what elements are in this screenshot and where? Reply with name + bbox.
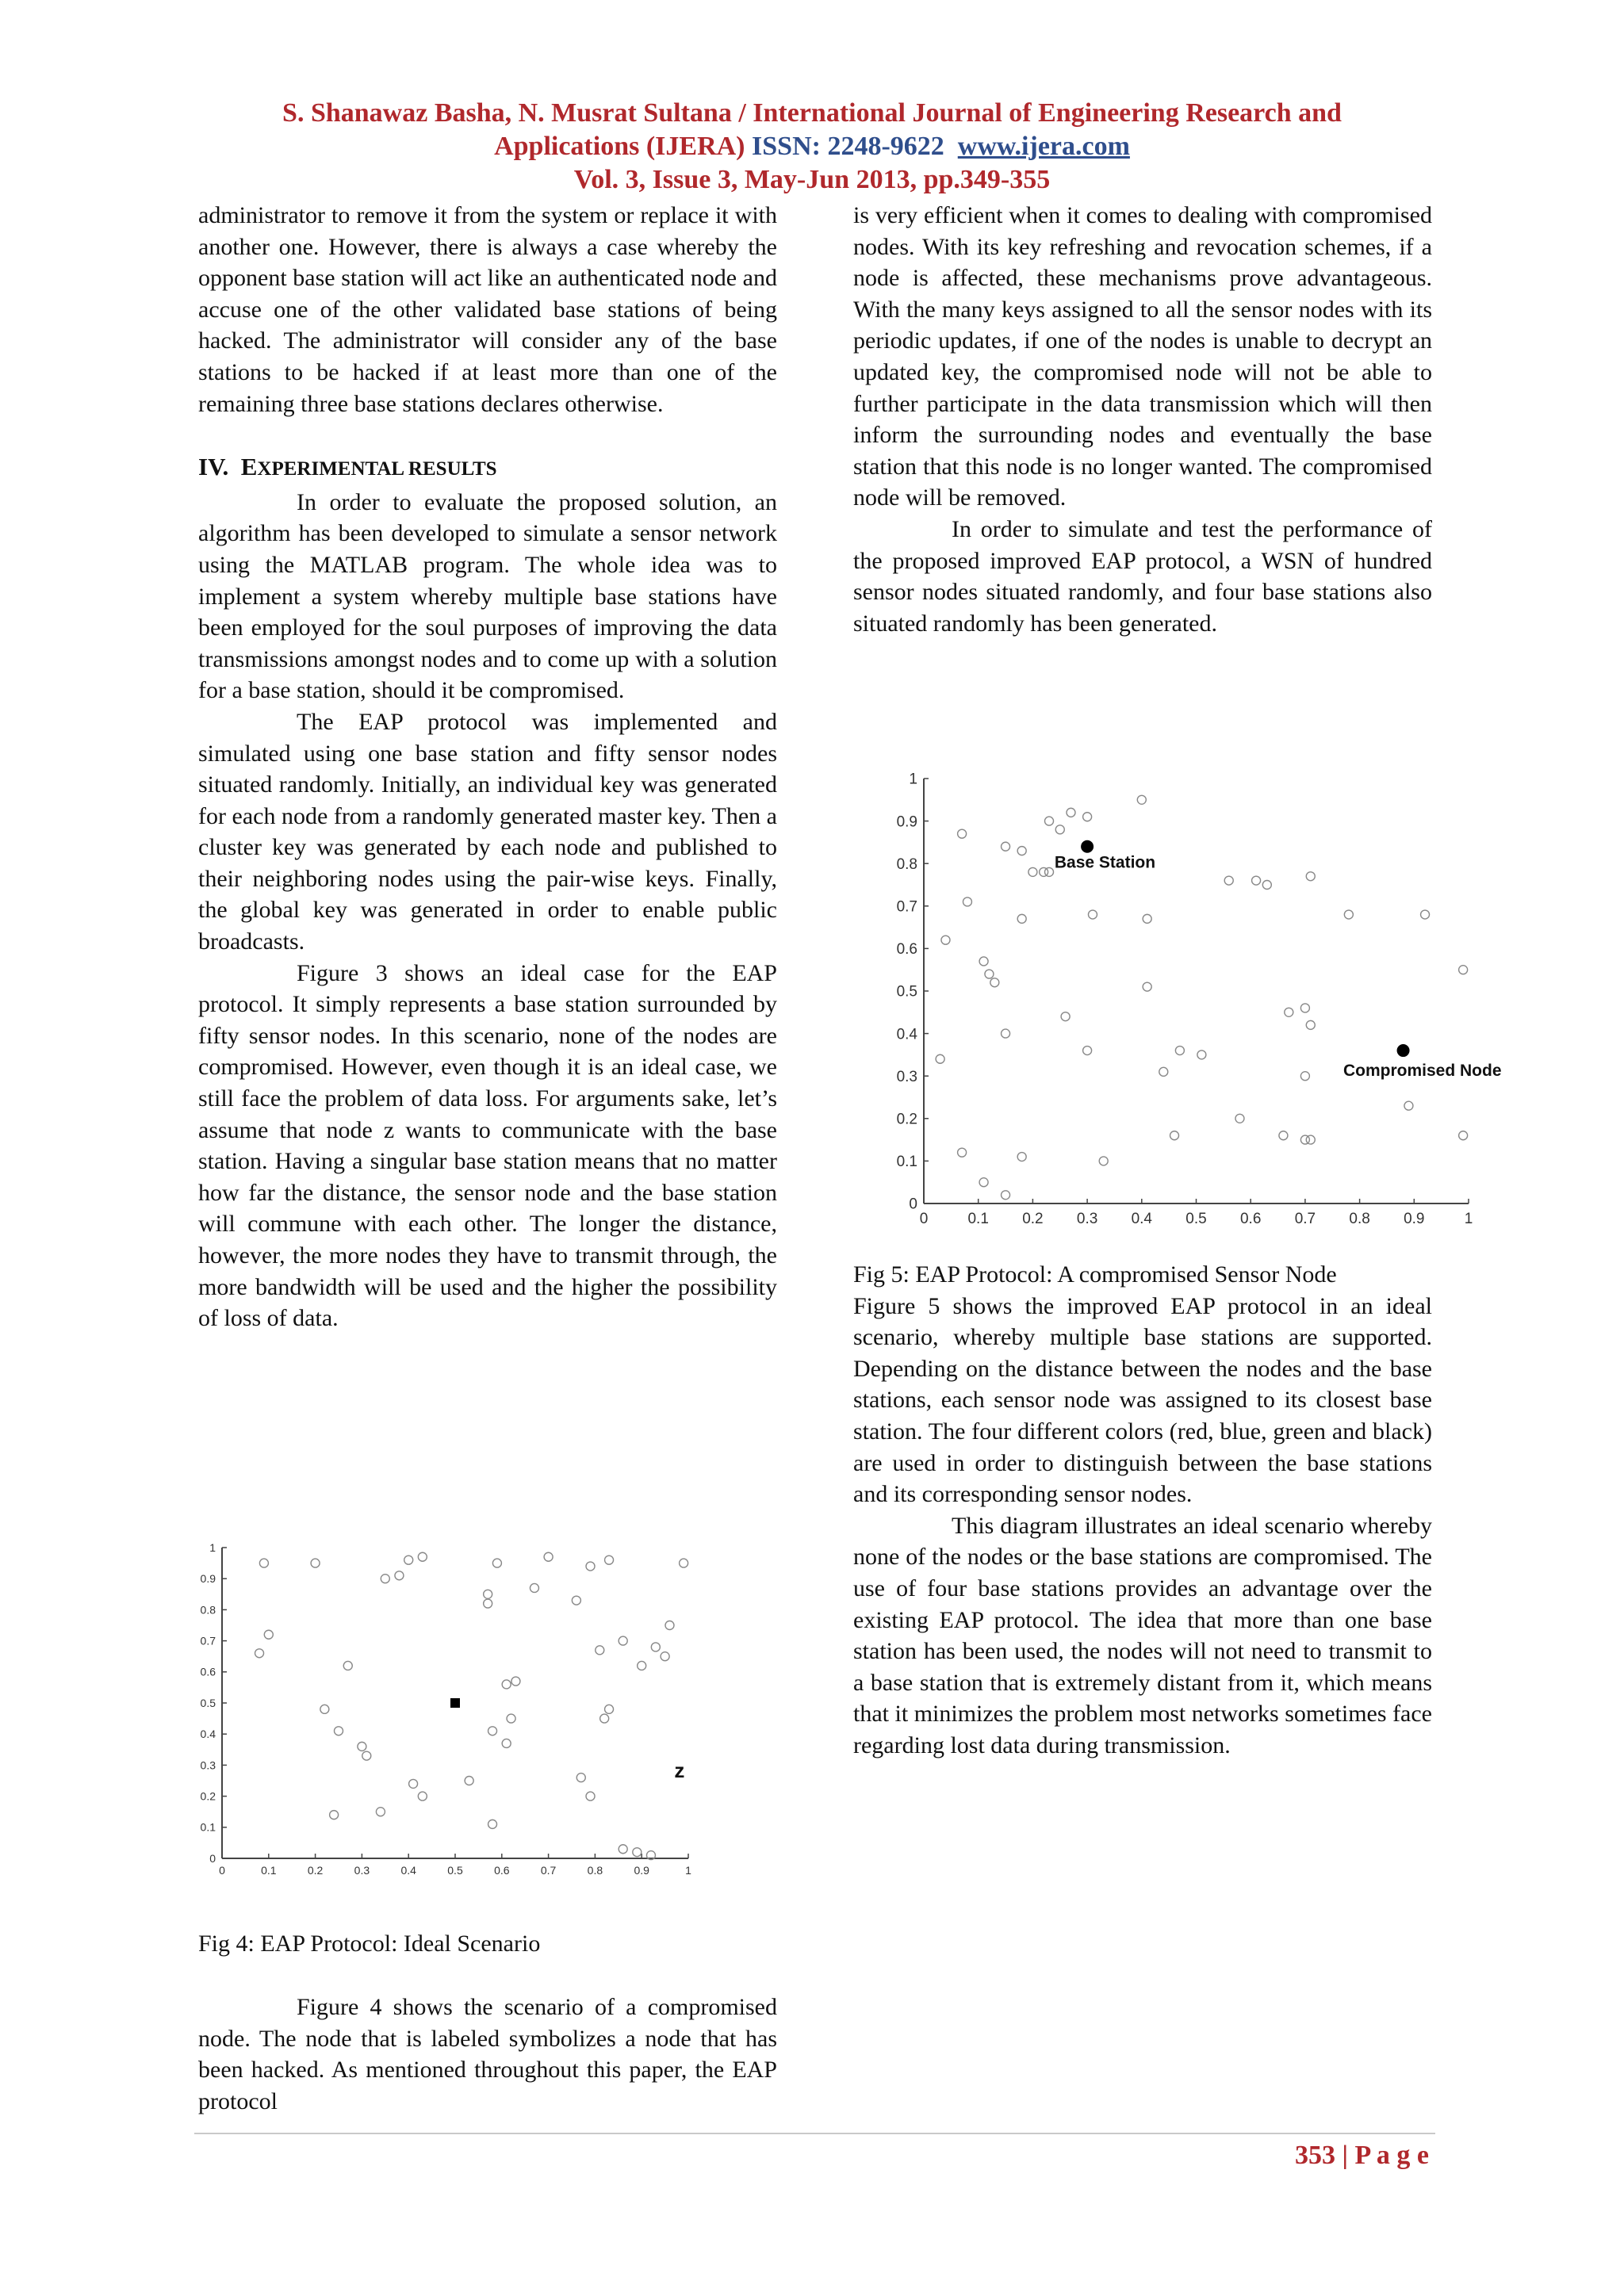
sensor-node-point (1404, 1101, 1413, 1110)
sensor-node-point (1002, 1191, 1010, 1200)
sensor-node-point (1175, 1047, 1184, 1055)
y-tick-label: 0.2 (200, 1789, 216, 1803)
sensor-node-point (358, 1742, 366, 1751)
sensor-node-point (1252, 876, 1261, 885)
sensor-node-point (1306, 1135, 1315, 1144)
y-tick-label: 0.7 (200, 1634, 216, 1647)
sensor-node-point (488, 1820, 497, 1828)
sensor-node-point (586, 1792, 595, 1800)
figure-5-scatter-plot (888, 769, 1522, 1237)
figure-5-caption: Fig 5: EAP Protocol: A compromised Sensor Node (853, 1261, 1337, 1288)
annotation-base-station: Base Station (1054, 853, 1156, 872)
y-tick-label: 0 (209, 1851, 216, 1865)
sensor-node-point (936, 1054, 944, 1063)
y-tick-label: 0.6 (200, 1665, 216, 1678)
sensor-node-point (619, 1845, 627, 1854)
y-tick-label: 0.4 (896, 1026, 917, 1043)
left-paragraph-1: administrator to remove it from the system or replace it with another one. However, there is always a case whereby the opponent base station will act like an authenticated node and accuse one of the other validated base stations of being hacked. The administrator will consider any of the base stations to be hacked if at least more than one of the remaining three base stations declares otherwise. (198, 202, 777, 417)
left-paragraph-4: Figure 3 shows an ideal case for the EAP protocol. It simply represents a base station surrounded by fifty sensor nodes. In this scenario, none of the nodes are compromised. However, even though it is an ideal case, we still face the problem of data loss. For arguments sake, let’s assume that node z wants to communicate with the base station. Having a singular base station means that no matter how far the distance, the sensor node and the base station will commune with each other. The longer the distance, however, the more nodes they have to transmit through, the more bandwidth will be used and the higher the possibility of loss of data. (198, 959, 777, 1332)
sensor-node-point (638, 1661, 646, 1670)
header-issn: ISSN: 2248-9622 (752, 132, 944, 161)
x-tick-label: 0.8 (1349, 1211, 1370, 1227)
sensor-node-point (1159, 1067, 1168, 1076)
sensor-node-point (1045, 867, 1054, 876)
x-tick-label: 0.7 (1294, 1211, 1316, 1227)
figure-4-caption: Fig 4: EAP Protocol: Ideal Scenario (198, 1931, 541, 1957)
header-journal-line (119, 130, 1505, 163)
x-tick-label: 0 (219, 1864, 225, 1877)
sensor-node-point (1055, 825, 1064, 834)
x-tick-label: 0.2 (307, 1864, 324, 1877)
right-paragraph-1: is very efficient when it comes to dealing with compromised nodes. With its key refreshing and revocation schemes, if a node is affected, these mechanisms prove advantageous. With the many keys assigned to all the sensor nodes with its periodic updates, if one of the nodes is unable to decrypt an updated key, the compromised node will not be able to further participate in the data transmission which will then inform the surrounding nodes and eventually the base station that this node is no longer wanted. The compromised node will be removed. (853, 202, 1432, 511)
sensor-node-point (507, 1714, 515, 1723)
compromised-node-point (1397, 1044, 1410, 1057)
y-tick-label: 0.8 (200, 1603, 216, 1617)
right-paragraph-2: In order to simulate and test the performance of the proposed improved EAP protocol, a WSN of hundred sensor nodes situated randomly, and four base stations also situated randomly has been generated. (853, 515, 1432, 637)
y-tick-label: 0.3 (896, 1068, 917, 1085)
y-tick-label: 0.5 (896, 983, 917, 1001)
x-tick-label: 0.6 (494, 1864, 510, 1877)
x-tick-label: 0 (919, 1211, 929, 1227)
sensor-node-point (1088, 910, 1097, 919)
sensor-node-point (958, 1148, 967, 1157)
sensor-node-point (985, 970, 994, 978)
section-number: IV. (198, 453, 229, 481)
sensor-node-point (1421, 910, 1430, 919)
sensor-node-point (1017, 847, 1026, 855)
left-paragraph-5: Figure 4 shows the scenario of a compromised node. The node that is labeled symbolizes a node that has been hacked. As mentioned throughout this paper, the EAP protocol (198, 1994, 777, 2114)
sensor-node-point (511, 1677, 520, 1686)
y-tick-label: 0.1 (896, 1154, 917, 1171)
sensor-node-point (409, 1779, 418, 1788)
right-paragraph-3: Figure 5 shows the improved EAP protocol in an ideal scenario, whereby multiple base stations are supported. Depending on the distance between the nodes and the base stations, each sensor node was assigned to its closest base station. The four different colors (red, blue, green and black) are used in order to distinguish between the base stations and its corresponding sensor nodes. (853, 1292, 1432, 1508)
sensor-node-point (502, 1739, 511, 1747)
sensor-node-point (1143, 914, 1151, 923)
annotation-z: z (674, 1758, 685, 1783)
sensor-node-point (596, 1646, 604, 1655)
x-tick-label: 1 (1464, 1211, 1473, 1227)
left-paragraph-3: The EAP protocol was implemented and simulated using one base station and fifty sensor nodes situated randomly. Initially, an individual key was generated for each node from a randomly generated master key. Then a cluster key was generated by each node and published to their neighboring nodes using the pair-wise keys. Finally, the global key was generated in order to enable public broadcasts. (198, 708, 777, 955)
header-volume-line: Vol. 3, Issue 3, May-Jun 2013, pp.349-355 (573, 165, 1051, 194)
y-tick-label: 0.4 (200, 1728, 216, 1741)
section-heading-experimental-results (198, 451, 777, 485)
sensor-node-point (990, 978, 999, 987)
right-paragraph-4: This diagram illustrates an ideal scenario whereby none of the nodes or the base stations are compromised. The use of four base stations provides an advantage over the existing EAP protocol. The idea that more than one base station has been used, the nodes will not need to transmit to a base station that is extremely distant from it, which means that it minimizes the problem most networks sometimes face regarding lost data during transmission. (853, 1512, 1432, 1758)
header-journal: Applications (IJERA) (494, 132, 745, 161)
sensor-node-point (259, 1559, 268, 1567)
sensor-node-point (1285, 1008, 1293, 1016)
sensor-node-point (576, 1774, 585, 1782)
y-tick-label: 0.8 (896, 855, 917, 873)
y-tick-label: 0.2 (896, 1111, 917, 1128)
x-tick-label: 0.1 (967, 1211, 989, 1227)
x-tick-label: 0.5 (1185, 1211, 1207, 1227)
sensor-node-point (381, 1575, 389, 1583)
sensor-node-point (1306, 872, 1315, 881)
x-tick-label: 0.5 (447, 1864, 463, 1877)
x-tick-label: 0.3 (1076, 1211, 1098, 1227)
y-tick-label: 0.7 (896, 898, 917, 916)
sensor-node-point (979, 957, 988, 966)
sensor-node-point (1083, 813, 1092, 821)
y-tick-label: 0.3 (200, 1758, 216, 1772)
sensor-node-point (255, 1649, 264, 1658)
left-paragraph-2: In order to evaluate the proposed solution, an algorithm has been developed to simulate a sensor network using the MATLAB program. The whole idea was to implement a system whereby multiple base stations have been employed for the soul purposes of improving the data transmissions amongst nodes and to come up with a solution for a base station, should it be compromised. (198, 488, 777, 704)
sensor-node-point (404, 1556, 413, 1564)
sensor-node-point (680, 1559, 688, 1567)
sensor-node-point (418, 1552, 427, 1561)
x-tick-label: 0.8 (587, 1864, 603, 1877)
sensor-node-point (418, 1792, 427, 1800)
sensor-node-point (465, 1777, 473, 1785)
x-tick-label: 0.1 (261, 1864, 277, 1877)
sensor-node-point (1235, 1114, 1244, 1123)
sensor-node-point (1300, 1004, 1309, 1012)
sensor-node-point (963, 897, 971, 906)
sensor-node-point (1045, 817, 1054, 825)
sensor-node-point (651, 1643, 660, 1651)
sensor-node-point (1197, 1050, 1206, 1059)
sensor-node-point (484, 1599, 492, 1608)
sensor-node-point (958, 829, 967, 838)
sensor-node-point (1262, 881, 1271, 890)
sensor-node-point (362, 1751, 371, 1760)
sensor-node-point (343, 1661, 352, 1670)
y-tick-label: 0.5 (200, 1696, 216, 1709)
sensor-node-point (605, 1705, 614, 1713)
right-column-bottom (853, 1259, 1432, 1762)
left-column-bottom (198, 1992, 777, 2117)
base-station-point (450, 1698, 460, 1708)
sensor-node-point (1017, 1153, 1026, 1161)
sensor-node-point (1170, 1131, 1179, 1140)
sensor-node-point (1300, 1072, 1309, 1081)
y-tick-label: 0.6 (896, 941, 917, 959)
header-authors-line: S. Shanawaz Basha, N. Musrat Sultana / International Journal of Engineering Research and (282, 98, 1342, 128)
sensor-node-point (1224, 876, 1233, 885)
y-tick-label: 0.9 (200, 1572, 216, 1586)
sensor-node-point (502, 1680, 511, 1689)
section-title-initial: E (240, 453, 258, 481)
page-number: 353 | P a g e (1295, 2141, 1429, 2170)
left-column (198, 200, 777, 1334)
sensor-node-point (665, 1621, 674, 1630)
sensor-node-point (492, 1559, 501, 1567)
y-tick-label: 0.1 (200, 1820, 216, 1834)
sensor-node-point (264, 1630, 273, 1639)
sensor-node-point (1002, 842, 1010, 851)
base-station-point (1081, 840, 1094, 853)
header-url-link[interactable]: www.ijera.com (957, 132, 1130, 161)
x-tick-label: 0.6 (1239, 1211, 1262, 1227)
right-column (853, 200, 1432, 639)
sensor-node-point (572, 1596, 580, 1605)
sensor-node-point (979, 1178, 988, 1187)
sensor-node-point (605, 1556, 614, 1564)
sensor-node-point (1143, 982, 1151, 991)
sensor-node-point (330, 1811, 339, 1820)
y-tick-label: 0 (909, 1196, 917, 1213)
sensor-node-point (619, 1636, 627, 1645)
sensor-node-point (395, 1571, 404, 1580)
sensor-node-point (1279, 1131, 1288, 1140)
sensor-node-point (661, 1652, 669, 1661)
figure-4-scatter-plot (190, 1538, 714, 1895)
sensor-node-point (1028, 867, 1037, 876)
y-tick-label: 1 (209, 1540, 216, 1554)
sensor-node-point (1306, 1020, 1315, 1029)
x-tick-label: 0.9 (634, 1864, 649, 1877)
sensor-node-point (1017, 914, 1026, 923)
x-tick-label: 1 (685, 1864, 691, 1877)
sensor-node-point (586, 1562, 595, 1571)
sensor-node-point (1459, 1131, 1468, 1140)
x-tick-label: 0.3 (354, 1864, 370, 1877)
x-tick-label: 0.4 (400, 1864, 416, 1877)
running-header (119, 97, 1505, 197)
sensor-node-point (335, 1727, 343, 1735)
sensor-node-point (1344, 910, 1353, 919)
sensor-node-point (1099, 1157, 1108, 1165)
x-tick-label: 0.9 (1404, 1211, 1425, 1227)
sensor-node-point (600, 1714, 609, 1723)
sensor-node-point (633, 1848, 642, 1857)
sensor-node-point (544, 1552, 553, 1561)
x-tick-label: 0.7 (540, 1864, 557, 1877)
sensor-node-point (1459, 966, 1468, 974)
y-tick-label: 0.9 (896, 813, 917, 831)
sensor-node-point (1002, 1029, 1010, 1038)
annotation-compromised-node: Compromised Node (1342, 1062, 1502, 1081)
sensor-node-point (320, 1705, 329, 1713)
x-tick-label: 0.4 (1131, 1211, 1153, 1227)
sensor-node-point (1061, 1012, 1070, 1021)
sensor-node-point (1083, 1047, 1092, 1055)
y-tick-label: 1 (909, 771, 917, 788)
sensor-node-point (311, 1559, 320, 1567)
section-title-rest: XPERIMENTAL RESULTS (257, 458, 497, 480)
sensor-node-point (484, 1590, 492, 1598)
footer-rule (194, 2133, 1435, 2134)
sensor-node-point (488, 1727, 497, 1735)
sensor-node-point (530, 1583, 538, 1592)
x-tick-label: 0.2 (1022, 1211, 1044, 1227)
sensor-node-point (1137, 795, 1146, 804)
sensor-node-point (1067, 808, 1075, 817)
sensor-node-point (376, 1808, 385, 1816)
sensor-node-point (941, 936, 950, 944)
